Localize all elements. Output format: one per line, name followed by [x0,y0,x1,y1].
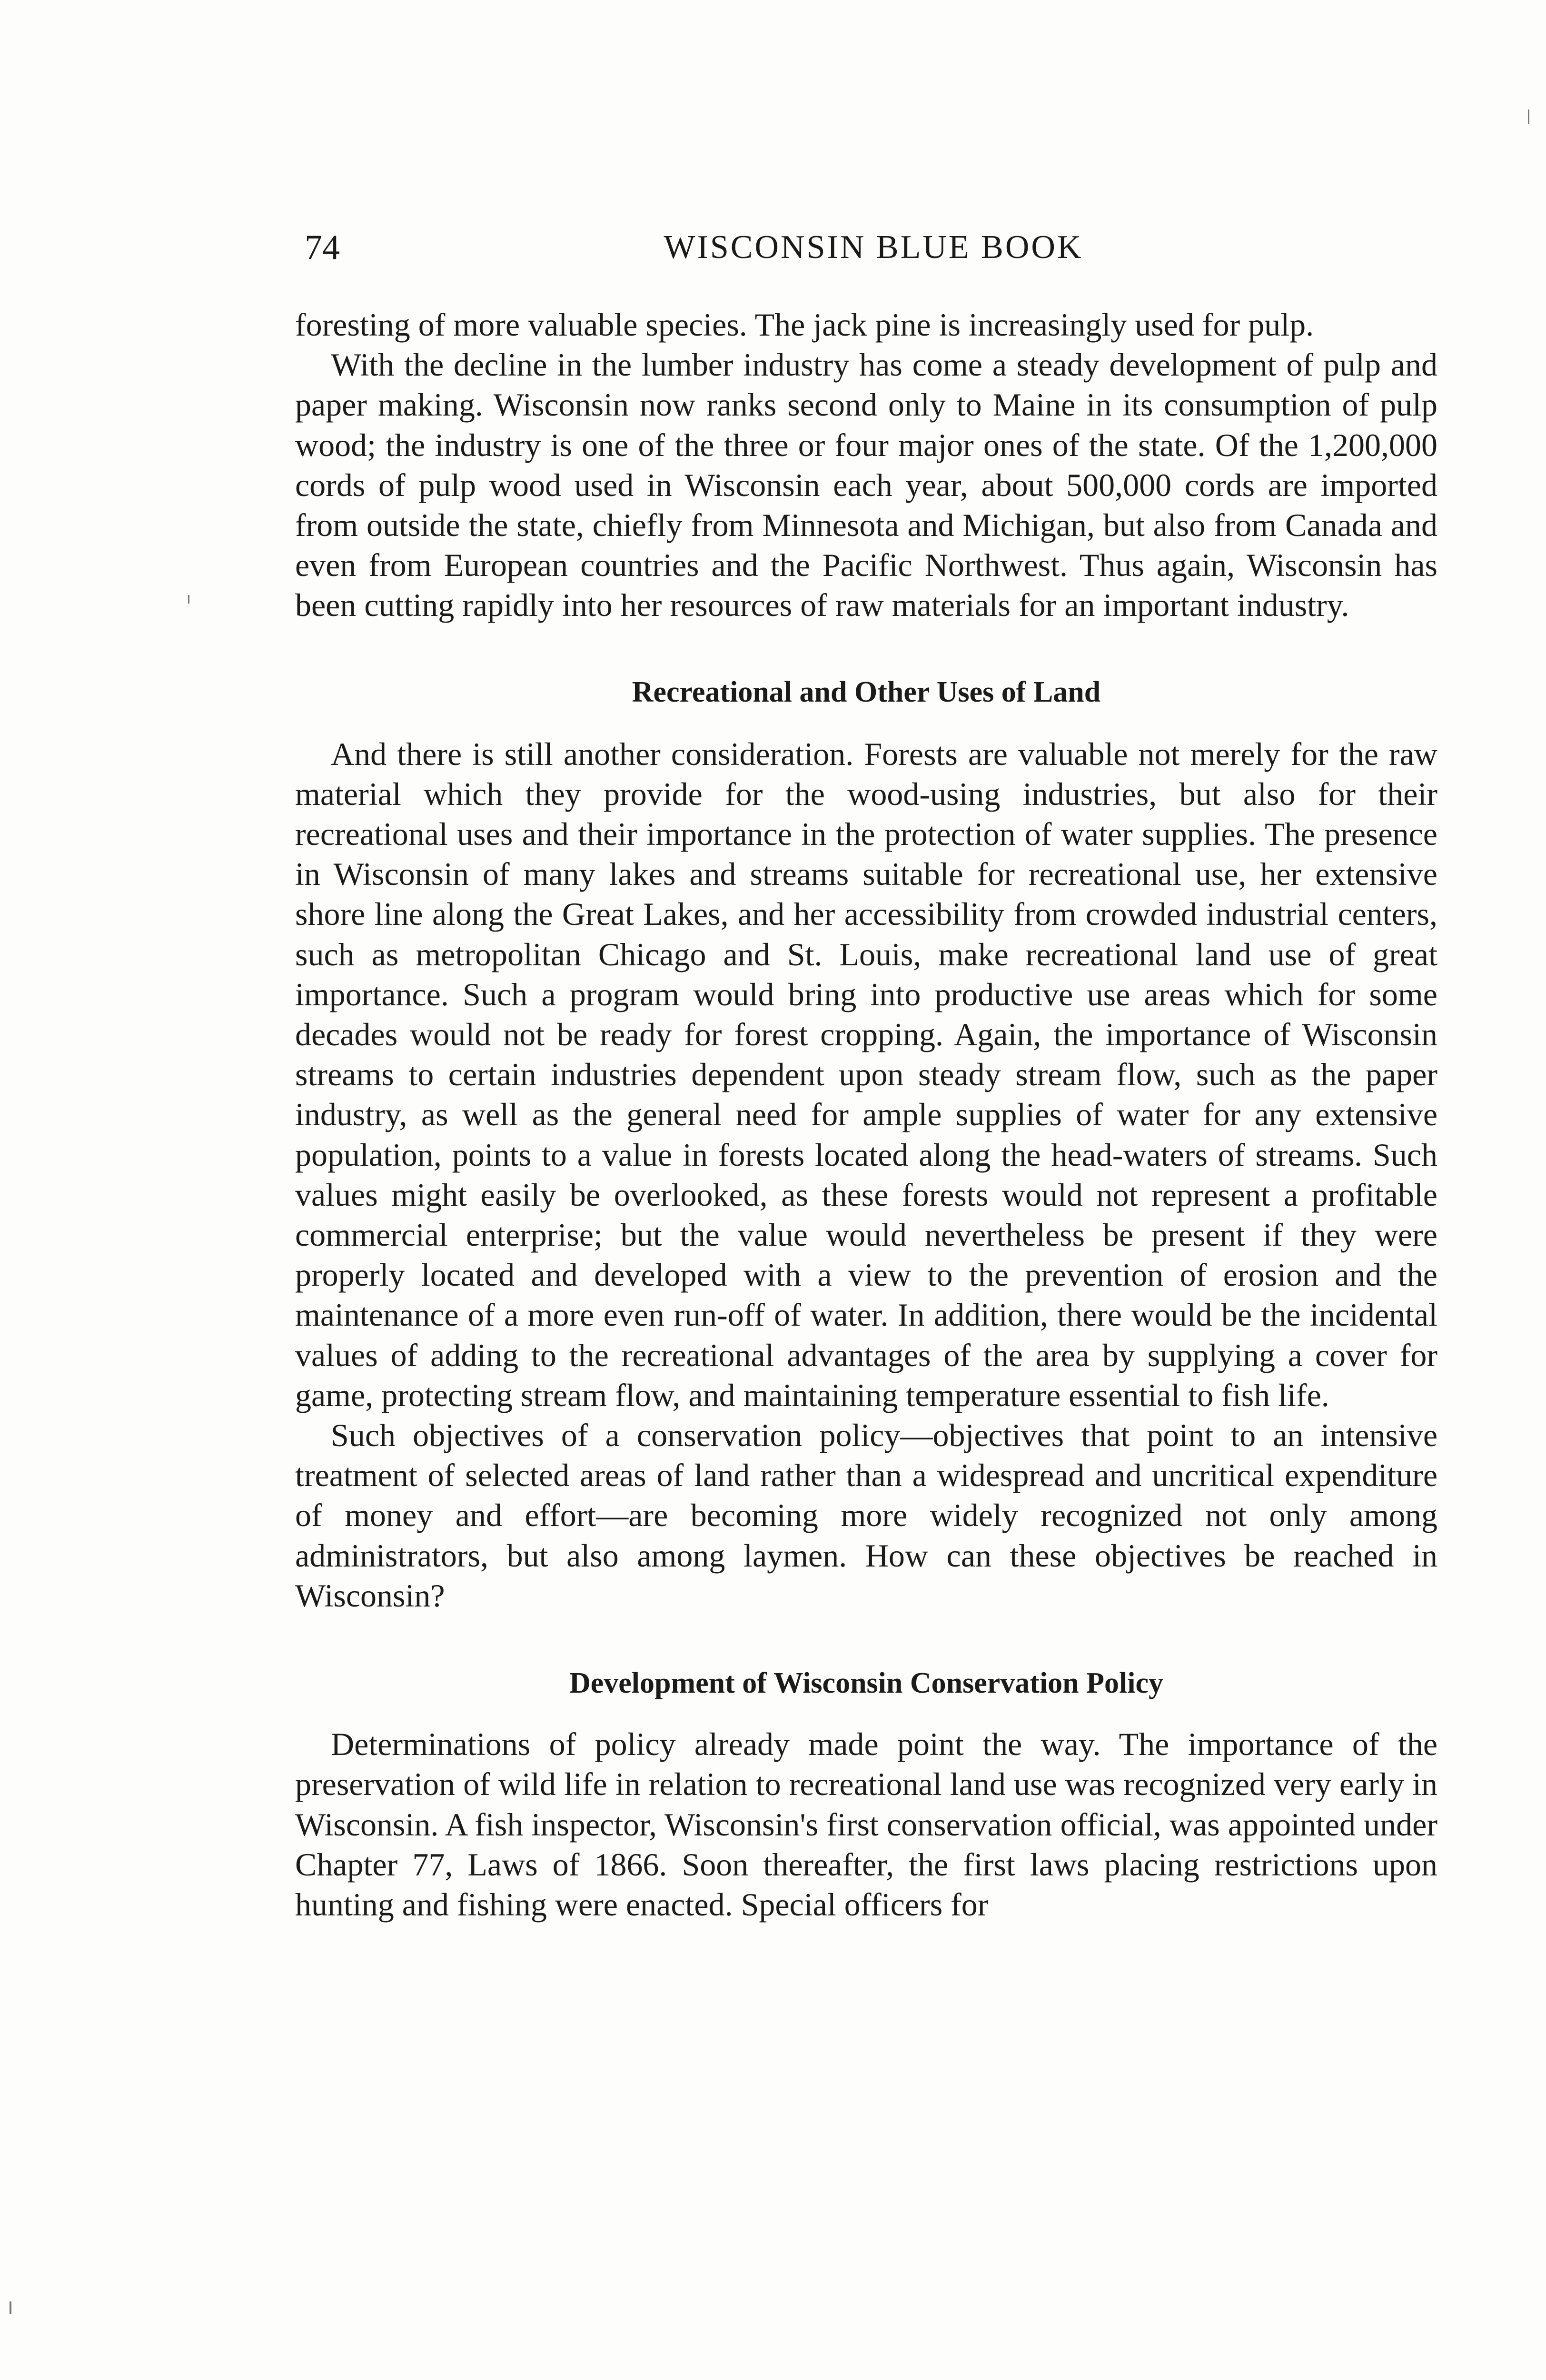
page-header [305,221,1442,274]
page-body [295,305,1437,1924]
running-title: WISCONSIN BLUE BOOK [664,229,1083,266]
scan-speck [188,595,189,604]
scan-speck [1528,109,1529,124]
paragraph-policy-history: Determinations of policy already made point the way. The importance of the preservation of wild life in relation to recreational land use was recognized very early in Wisconsin. A fish inspector, Wisconsin's first conservation official, was appointed under Chapter 77, Laws of 1866. Soon thereafter, the first laws placing restrictions upon hunting and fishing were enacted. Special officers for [295,1726,1437,1923]
section-heading-recreational: Recreational and Other Uses of Land [632,675,1101,708]
paragraph-conservation-objectives: Such objectives of a conservation policy—objectives that point to an intensive treatment of selected areas of land rather than a widespread and uncritical expenditure of money and effort—are becoming more widely recognized not only among administrators, but also among laymen. How can these objectives be reached in Wisconsin? [295,1417,1437,1614]
page-number: 74 [305,228,340,267]
scan-speck [10,2301,11,2314]
section-heading-conservation-policy: Development of Wisconsin Conservation Policy [569,1667,1164,1700]
paragraph-pulp-industry: With the decline in the lumber industry has come a steady development of pulp and paper making. Wisconsin now ranks second only to Maine in its consumption of pulp wood; the industry is one of the three or four major ones of the state. Of the 1,200,000 cords of pulp wood used in Wisconsin each year, about 500,000 cords are imported from outside the state, chiefly from Minnesota and Michigan, but also from Canada and even from European countries and the Pacific Northwest. Thus again, Wisconsin has been cutting rapidly into her resources of raw materials for an important industry. [295,347,1437,624]
paragraph-recreational-uses: And there is still another consideration. Forests are valuable not merely for the raw material which they provide for the wood-using industries, but also for their recreational uses and their importance in the protection of water supplies. The presence in Wisconsin of many lakes and streams suitable for recreational use, her extensive shore line along the Great Lakes, and her accessibility from crowded industrial centers, such as metropolitan Chicago and St. Louis, make recreational land use of great importance. Such a program would bring into productive use areas which for some decades would not be ready for forest cropping. Again, the importance of Wisconsin streams to certain industries dependent upon steady stream flow, such as the paper industry, as well as the general need for ample supplies of water for any extensive population, points to a value in forests located along the head-waters of streams. Such values might easily be overlooked, as these forests would not represent a profitable commercial enterprise; but the value would nevertheless be present if they were properly located and developed with a view to the prevention of erosion and the maintenance of a more even run-off of water. In addition, there would be the incidental values of adding to the recreational advantages of the area by supplying a cover for game, protecting stream flow, and maintaining temperature essential to fish life. [295,735,1437,1413]
paragraph-continued: foresting of more valuable species. The jack pine is increasingly used for pulp. [295,307,1314,343]
